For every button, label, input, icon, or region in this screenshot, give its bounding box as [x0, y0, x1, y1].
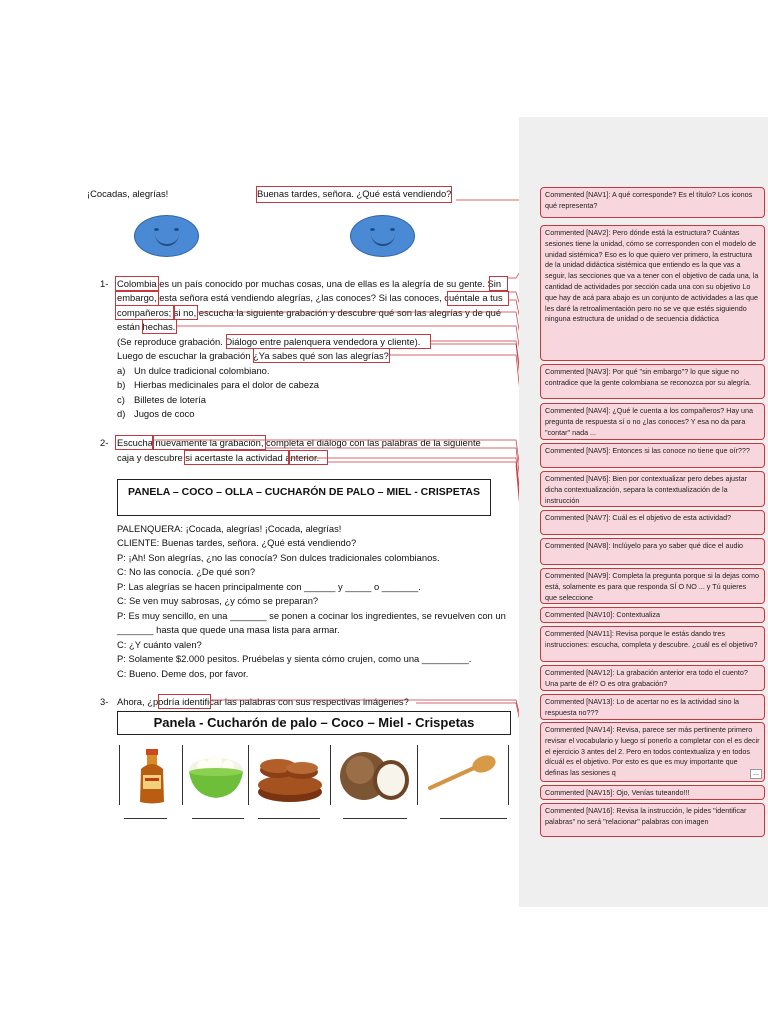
dialogue-line: C: ¿Y cuánto valen?: [117, 639, 202, 650]
header-left: ¡Cocadas, alegrías!: [87, 188, 169, 199]
comment-nav6[interactable]: Commented [NAV6]: Bien por contextualizar pero debes ajustar dicha contextualización, separa la contextualización de la instrucción: [540, 471, 765, 507]
q1-line: (Se reproduce grabación. Diálogo entre palenquera vendedora y cliente).: [117, 336, 421, 347]
question-number: 3-: [100, 696, 109, 707]
option-letter: c): [117, 394, 125, 405]
comment-nav10[interactable]: Commented [NAV10]: Contextualiza: [540, 607, 765, 623]
comment-nav16[interactable]: Commented [NAV16]: Revisa la instrucción, le pides "identificar palabras" no será "relacionar" palabras con imagen: [540, 803, 765, 837]
dialogue-line: P: ¡Ah! Son alegrías, ¿no las conocía? Son dulces tradicionales colombianos.: [117, 552, 440, 563]
comment-nav15[interactable]: Commented [NAV15]: Ojo, Venías tuteando!!!: [540, 785, 765, 800]
dialogue-line: C: Bueno. Deme dos, por favor.: [117, 668, 249, 679]
question-number: 1-: [100, 278, 109, 289]
q1-line: embargo, esta señora está vendiendo alegrías, ¿las conoces? Si las conoces, cuéntale a tus: [117, 292, 503, 303]
word-box: Panela - Cucharón de palo – Coco – Miel - Crispetas: [117, 711, 511, 735]
q1-line: compañeros; si no, escucha la siguiente grabación y descubre qué son las alegrías y de qué: [117, 307, 502, 318]
dialogue-line: P: Es muy sencillo, en una _______ se ponen a cocinar los ingredientes, se revuelven con un: [117, 610, 506, 621]
comment-nav4[interactable]: Commented [NAV4]: ¿Qué le cuenta a los compañeros? Hay una pregunta de respuesta sí o no ¿las conoces? Y esa no da para "contar" nada ...: [540, 403, 765, 440]
q2-line: caja y descubre si acertaste la actividad anterior.: [117, 452, 320, 463]
comment-nav11[interactable]: Commented [NAV11]: Revisa porque le estás dando tres instrucciones: escucha, completa y descubre. ¿cuál es el objetivo?: [540, 626, 765, 662]
dialogue-line: C: Se ven muy sabrosas, ¿y cómo se preparan?: [117, 595, 319, 606]
comment-nav14[interactable]: Commented [NAV14]: Revisa, parece ser más pertinente primero revisar el vocabulario y luego sí ponerlo a completar con el es decir el ejercicio 3 antes del 2. Pero en todos contextualiza y en todos dícuál es el objetivo. Por esto es que es muy importante que definas las sesiones q ...: [540, 722, 765, 782]
option-text: Jugos de coco: [134, 408, 195, 419]
comment-nav12[interactable]: Commented [NAV12]: La grabación anterior era todo el cuento? Una parte de él? O es otra grabación?: [540, 665, 765, 691]
option-letter: a): [117, 365, 126, 376]
more-indicator[interactable]: ...: [750, 769, 762, 779]
comment-nav7[interactable]: Commented [NAV7]: Cuál es el objetivo de esta actividad?: [540, 510, 765, 535]
dialogue-line: CLIENTE: Buenas tardes, señora. ¿Qué está vendiendo?: [117, 537, 357, 548]
q1-line: están hechas.: [117, 321, 176, 332]
option-letter: b): [117, 379, 126, 390]
option-text: Un dulce tradicional colombiano.: [134, 365, 270, 376]
comment-nav5[interactable]: Commented [NAV5]: Entonces si las conoce no tiene que oír???: [540, 443, 765, 468]
q1-line: Colombia es un país conocido por muchas cosas, una de ellas es la alegría de su gente. Sin: [117, 278, 502, 289]
comment-nav8[interactable]: Commented [NAV8]: Inclúyelo para yo saber qué dice el audio: [540, 538, 765, 565]
header-right: Buenas tardes, señora. ¿Qué está vendiendo?: [257, 187, 451, 202]
q2-line: Escucha nuevamente la grabación, completa el diálogo con las palabras de la siguiente: [117, 437, 481, 448]
option-letter: d): [117, 408, 126, 419]
q3-line: Ahora, ¿podría identificar las palabras con sus respectivas imágenes?: [117, 696, 409, 707]
dialogue-line: P: Las alegrías se hacen principalmente con ______ y _____ o _______.: [117, 581, 421, 592]
comment-nav13[interactable]: Commented [NAV13]: Lo de acertar no es la actividad sino la respuesta no???: [540, 694, 765, 720]
dialogue-line: _______ hasta que quede una masa lista para armar.: [117, 624, 340, 635]
dialogue-line: PALENQUERA: ¡Cocada, alegrías! ¡Cocada, alegrías!: [117, 523, 342, 534]
question-number: 2-: [100, 437, 109, 448]
dialogue-line: C: No las conocía. ¿De qué son?: [117, 566, 256, 577]
option-text: Hierbas medicinales para el dolor de cabeza: [134, 379, 320, 390]
comment-nav9[interactable]: Commented [NAV9]: Completa la pregunta porque si la dejas como está, solamente es para que responda SÍ O NO ... y Tú quieres que seleccione: [540, 568, 765, 604]
comment-nav2[interactable]: Commented [NAV2]: Pero dónde está la estructura? Cuántas sesiones tiene la unidad, cómo se corresponden con el modelo de unidad sistémica? Eso es lo que quiero ver primero, la estructura de la unidad didáctica sistémica que entiendo es la que vas a seguir, las secciones que va a tener con el objetivo de cada una, la cantidad de actividades por sección cada una con su objetivo Lo que hay de acá para abajo es un conjunto de actividades a las que les daré la retroalimentación pero no se ve que estés siguiendo ninguna estructura de unidad o de secuencia didáctica: [540, 225, 765, 361]
word-box: PANELA – COCO – OLLA – CUCHARÓN DE PALO – MIEL - CRISPETAS: [117, 479, 491, 516]
comment-nav1[interactable]: Commented [NAV1]: A qué corresponde? Es el título? Los iconos qué representa?: [540, 187, 765, 218]
dialogue-line: P: Solamente $2.000 pesitos. Pruébelas y sienta cómo crujen, como una _________.: [117, 653, 472, 664]
comment-nav3[interactable]: Commented [NAV3]: Por qué "sin embargo"? lo que sigue no contradice que la gente colombiana se reconozca por su alegría.: [540, 364, 765, 399]
q1-line: Luego de escuchar la grabación ¿Ya sabes qué son las alegrías?: [117, 350, 389, 361]
option-text: Billetes de lotería: [134, 394, 206, 405]
